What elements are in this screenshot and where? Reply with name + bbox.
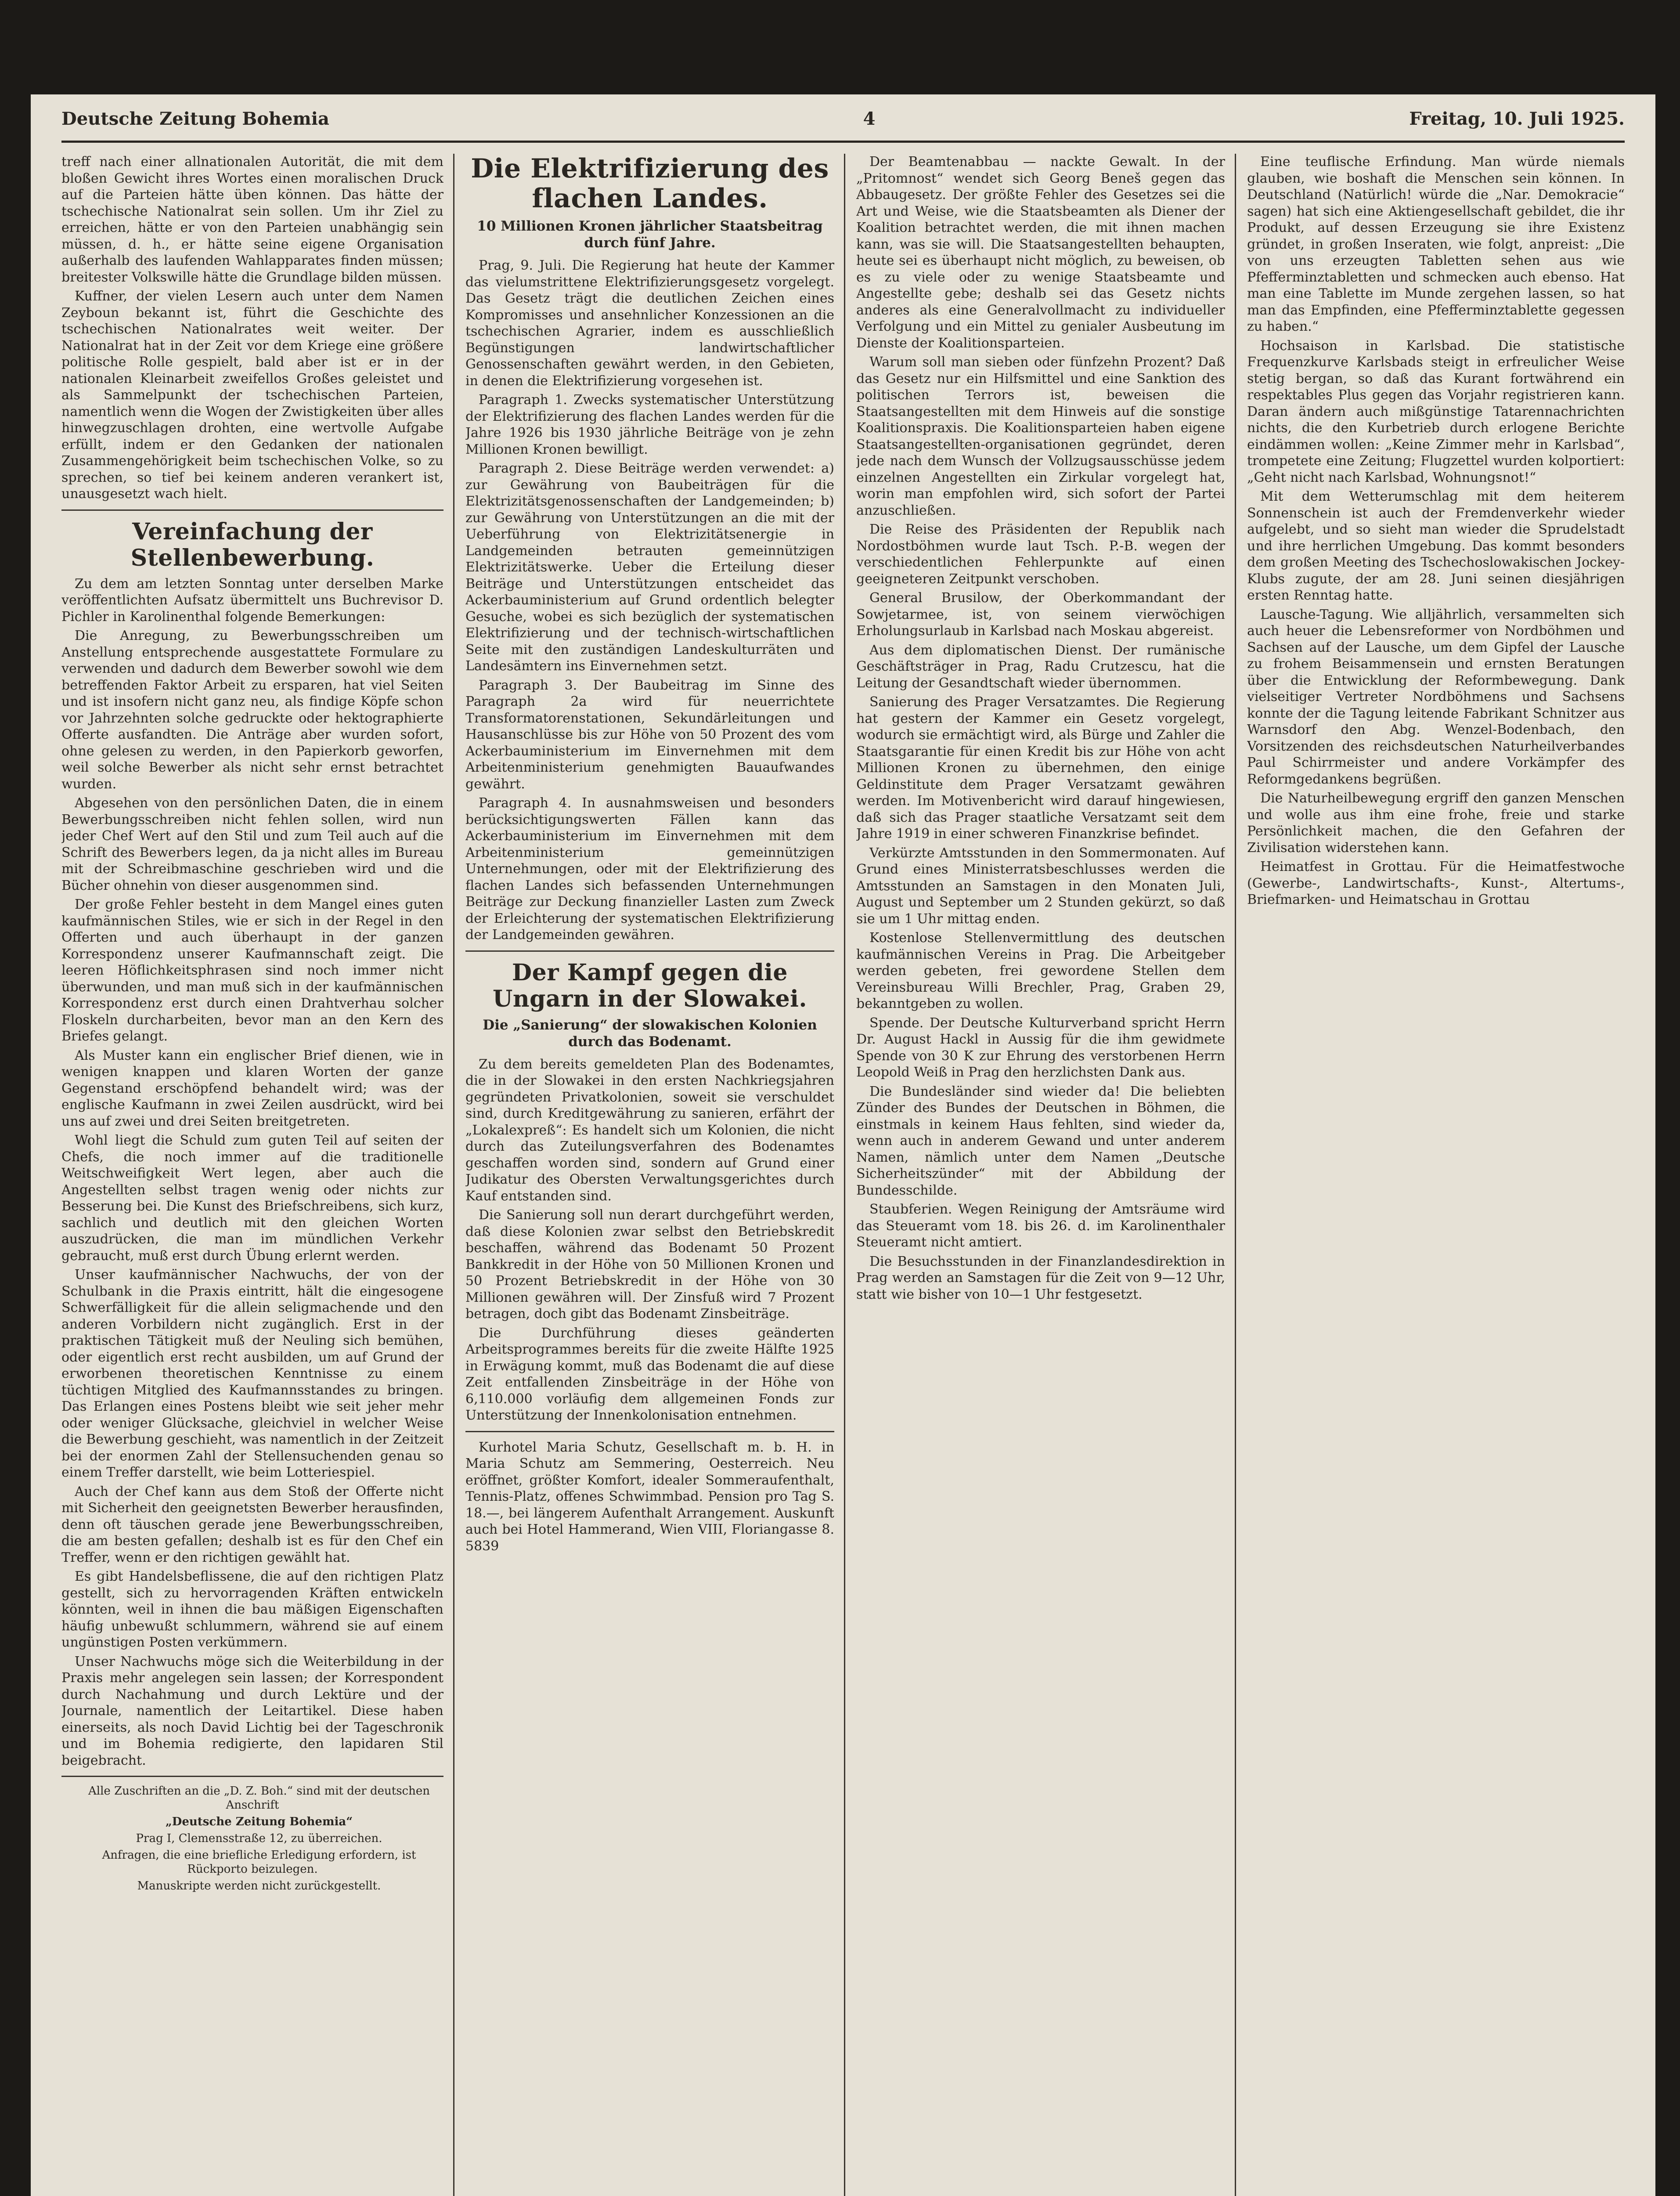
news-item: Die Besuchsstunden in der Finanzlandesdirektion in Prag werden an Samstagen für die Zeit von 9—12 Uhr, statt wie bisher von 10—1 Uhr festgesetzt. xyxy=(856,1253,1225,1302)
ad-separator xyxy=(465,1431,834,1432)
notice-line: „Deutsche Zeitung Bohemia“ xyxy=(165,1815,353,1828)
article-paragraph: Die Anregung, zu Bewerbungsschreiben um Anstellung entsprechende ausgestattete Formulare zu verwenden und dadurch dem Bewerber sowohl wie dem betreffenden Faktor Arbeit zu ersparen, hat viel Seiten und ist insofern nicht ganz neu, als findige Köpfe schon vor Jahrzehnten solche gedruckte oder hektographierte Offerte ausfandten. Die Anträge aber wurden sofort, ohne gelesen zu werden, in den Papierkorb geworfen, weil solche Bewerber als nicht sehr ernst betrachtet wurden. xyxy=(61,628,443,792)
news-item: Die Bundesländer sind wieder da! Die beliebten Zünder des Bundes der Deutschen in Böhmen, die einstmals in keinem Haus fehlten, sind wieder da, wenn auch in anderem Gewand und unter anderem Namen, nämlich unter dem Namen „Deutsche Sicherheitszünder“ mit der Abbildung der Bundesschilde. xyxy=(856,1084,1225,1198)
article-paragraph: Paragraph 4. In ausnahmsweisen und besonders berücksichtigungswerten Fällen kann das Ackerbauministerium im Einvernehmen mit dem Arbeitenministerium gemeinnützigen Unternehmungen, oder mit der Elektrifizierung des flachen Landes sich befassenden Unternehmungen Beiträge zur Deckung finanzieller Lasten zum Zweck der Erleichterung der systematischen Elektrifizierung der Landgemeinden gewähren. xyxy=(465,795,834,943)
article-heading: Vereinfachung der Stellenbewerbung. xyxy=(130,518,375,571)
article-subheading: 10 Millionen Kronen jährlicher Staatsbeitrag durch fünf Jahre. xyxy=(477,218,823,251)
running-header xyxy=(61,103,1625,134)
news-item: Aus dem diplomatischen Dienst. Der rumänische Geschäftsträger in Prag, Radu Crutzescu, hat die Leitung der Gesandtschaft wieder übernommen. xyxy=(856,642,1225,691)
column-3 xyxy=(856,154,1225,2196)
news-item: Der Beamtenabbau — nackte Gewalt. In der „Pritomnost“ wendet sich Georg Beneš gegen das Abbaugesetz. Der größte Fehler des Gesetzes sei die Art und Weise, wie die Staatsbeamten als Diener der Koalition betrachtet werden, die mit ihnen machen kann, was sie will. Die Staatsangestellten behaupten, heute sei es überhaupt nicht möglich, zu beweisen, ob es zu viele oder zu wenige Staatsbeamte und Angestellte gebe; deshalb sei das Gesetz nichts anderes als eine Generalvollmacht zu individueller Verfolgung und ein Mittel zu genialer Ausbeutung im Dienste der Koalitionsparteien. xyxy=(856,154,1225,351)
article-subheading: Die „Sanierung“ der slowakischen Kolonien durch das Bodenamt. xyxy=(483,1017,817,1050)
news-item: Sanierung des Prager Versatzamtes. Die Regierung hat gestern der Kammer ein Gesetz vorgelegt, wodurch sie ermächtigt wird, als Bürge und Zahler die Staatsgarantie für einen Kredit bis zur Höhe von acht Millionen Kronen zu übernehmen, den einige Geldinstitute dem Prager Versatzamt gewähren werden. Im Motivenbericht wird darauf hingewiesen, daß sich das Prager staatliche Versatzamt seit dem Jahre 1919 in einer schweren Finanzkrise befindet. xyxy=(856,694,1225,842)
article-paragraph: Zu dem bereits gemeldeten Plan des Bodenamtes, die in der Slowakei in den ersten Nachkriegsjahren gegründeten Privatkolonien, soweit sie verschuldet sind, durch Kreditgewährung zu sanieren, erfährt der „Lokalexpreß“: Es handelt sich um Kolonien, die nicht durch das Zuteilungsverfahren des Bodenamtes geschaffen worden sind, sondern auf Grund einer Judikatur des Obersten Verwaltungsgerichtes durch Kauf entstanden sind. xyxy=(465,1056,834,1204)
column-1 xyxy=(61,154,443,2196)
article-separator xyxy=(465,950,834,952)
news-item: Eine teuflische Erfindung. Man würde niemals glauben, wie boshaft die Menschen sein können. In Deutschland (Natürlich! würde die „Nar. Demokracie“ sagen) hat sich eine Aktiengesellschaft gebildet, die ihr Produkt, auf dessen Erzeugung sie ihre Existenz gründet, in großen Inseraten, wie folgt, anpreist: „Die von uns erzeugten Tabletten sehen aus wie Pfefferminztabletten und schmecken auch ebenso. Hat man eine Tablette im Munde zergehen lassen, so hat man das Empfinden, eine Pfefferminztablette gegessen zu haben.“ xyxy=(1247,154,1625,334)
news-item: Lausche-Tagung. Wie alljährlich, versammelten sich auch heuer die Lebensreformer von Nordböhmen und Sachsen auf der Lausche, um dem Gipfel der Lausche zu frohem Beisammensein und ernsten Beratungen über die Entwicklung der Reformbewegung. Dank vielseitiger Vertreter Nordböhmens und Sachsens konnte der die Tagung leitende Fabrikant Schnitzer aus Warnsdorf den Abg. Wenzel-Bodenbach, den Vorsitzenden des reichsdeutschen Naturheilverbandes Paul Schirrmeister und andere Vorkämpfer des Reformgedankens begrüßen. xyxy=(1247,607,1625,787)
news-item: Mit dem Wetterumschlag mit dem heiterem Sonnenschein ist auch der Fremdenverkehr wieder aufgelebt, und so sieht man wieder die Sprudelstadt und ihre herrlichen Umgebung. Das kommt besonders dem großen Meeting des Tschechoslowakischen Jockey-Klubs zugute, der am 28. Juni seinen diesjährigen ersten Renntag hatte. xyxy=(1247,489,1625,603)
news-item: Hochsaison in Karlsbad. Die statistische Frequenzkurve Karlsbads steigt in erfreulicher Weise stetig bergan, so daß das Kurant fortwährend ein respektables Plus gegen das Vorjahr registrieren kann. Daran ändern auch mißgünstige Tatarennachrichten nichts, die den Kurbetrieb durch erlogene Berichte eindämmen wollen: „Keine Zimmer mehr in Karlsbad“, trompetete eine Zeitung; Flugzettel wurden kolportiert: „Geht nicht nach Karlsbad, Wohnungsnot!“ xyxy=(1247,338,1625,485)
article-paragraph: Zu dem am letzten Sonntag unter derselben Marke veröffentlichten Aufsatz übermittelt uns Buchrevisor D. Pichler in Karolinenthal folgende Bemerkungen: xyxy=(61,576,443,625)
article-paragraph: Als Muster kann ein englischer Brief dienen, wie in wenigen knappen und klaren Worten der ganze Gegenstand erschöpfend behandelt wird; was der englische Kaufmann in zwei Zeilen ausdrückt, wird bei uns auf zwei und drei Seiten breitgetreten. xyxy=(61,1047,443,1129)
news-item: Spende. Der Deutsche Kulturverband spricht Herrn Dr. August Hackl in Aussig für die ihm gewidmete Spende von 30 K zur Ehrung des verstorbenen Herrn Leopold Weiß in Prag den herzlichsten Dank aus. xyxy=(856,1015,1225,1080)
article-paragraph: Wohl liegt die Schuld zum guten Teil auf seiten der Chefs, die noch immer auf die traditionelle Weitschweifigkeit Wert legen, aber auch die Angestellten selbst tragen wenig oder nichts zur Besserung bei. Die Kunst des Briefschreibens, sich kurz, sachlich und deutlich mit den gleichen Worten auszudrücken, die man im mündlichen Verkehr gebraucht, muß erst durch Übung erlernt werden. xyxy=(61,1133,443,1264)
article-paragraph: Abgesehen von den persönlichen Daten, die in einem Bewerbungsschreiben nicht fehlen sollen, wird nun jeder Chef Wert auf den Stil und zum Teil auch auf die Schrift des Bewerbers legen, da ja nicht alles im Bureau mit der Schreibmaschine geschrieben wird und die Bücher ohnehin von dieser ausgenommen sind. xyxy=(61,795,443,893)
article-paragraph: Unser kaufmännischer Nachwuchs, der von der Schulbank in die Praxis eintritt, hält die eingesogene Schwerfälligkeit für die allein seligmachende und den anderen Vorbildern nicht zugänglich. Erst in der praktischen Tätigkeit muß der Neuling sich bemühen, oder eigentlich erst recht ausbilden, um auf Grund der erworbenen theoretischen Kenntnisse zu einem tüchtigen Mitglied des Kaufmannsstandes zu bringen. Das Erlangen eines Postens bleibt wie seit jeher mehr oder weniger Glücksache, gleichviel in welcher Weise die Bewerbung geschieht, was namentlich in der Zeitzeit bei der enormen Zahl der Stellensuchenden genau so einem Treffer darstellt, wie beim Lotteriespiel. xyxy=(61,1267,443,1480)
article-paragraph: Es gibt Handelsbeflissene, die auf den richtigen Platz gestellt, sich zu hervorragenden Kräften entwickeln könnten, weil in ihnen die bau mäßigen Eigenschaften häufig unbewußt schlummern, während sie auf einem ungünstigen Posten verkümmern. xyxy=(61,1569,443,1650)
paper-name: Deutsche Zeitung Bohemia xyxy=(61,108,329,129)
newspaper-page xyxy=(31,94,1655,2196)
news-item: Warum soll man sieben oder fünfzehn Prozent? Daß das Gesetz nur ein Hilfsmittel und eine Sanktion des politischen Terrors ist, beweisen die Staatsangestellten mit dem Hinweis auf die sonstige Koalitionspraxis. Die Koalitionsparteien haben eigene Staatsangestellten-organisationen gegründet, deren jede nach dem Wunsch der Vollzugsausschüsse jedem einzelnen Angestellten ein Zirkular vorgelegt hat, worin man empfohlen wird, sich sofort der Partei anzuschließen. xyxy=(856,354,1225,518)
notice-line: Alle Zuschriften an die „D. Z. Boh.“ sind mit der deutschen Anschrift xyxy=(88,1784,430,1812)
column-rule xyxy=(453,154,454,2196)
article-paragraph: Paragraph 3. Der Baubeitrag im Sinne des Paragraph 2a wird für neuerrichtete Transformatorenstationen, Sekundärleitungen und Hausanschlüsse bis zur Höhe von 50 Prozent des vom Ackerbauministerium im Einvernehmen mit dem Arbeitenministerium genehmigten Bauaufwandes gewährt. xyxy=(465,677,834,792)
article-paragraph: Unser Nachwuchs möge sich die Weiterbildung in der Praxis mehr angelegen sein lassen; der Korrespondent durch Nachahmung und durch Lektüre und der Journale, namentlich der Leitartikel. Diese haben einerseits, als noch David Lichtig bei der Tageschronik und im Bohemia redigierte, den lapidaren Stil beigebracht. xyxy=(61,1654,443,1768)
notice-line: Manuskripte werden nicht zurückgestellt. xyxy=(137,1879,381,1893)
news-item: General Brusilow, der Oberkommandant der Sowjetarmee, ist, von seinem vierwöchigen Erholungsurlaub in Karlsbad nach Moskau abgereist. xyxy=(856,590,1225,639)
article-paragraph: Paragraph 1. Zwecks systematischer Unterstützung der Elektrifizierung des flachen Landes werden für die Jahre 1926 bis 1930 jährliche Beiträge von je zehn Millionen Kronen bewilligt. xyxy=(465,392,834,457)
article-paragraph: Die Sanierung soll nun derart durchgeführt werden, daß diese Kolonien zwar selbst den Betriebskredit beschaffen, während das Bodenamt 50 Prozent Bankkredit in der Höhe von 50 Millionen Kronen und 50 Prozent Betriebskredit in der Höhe von 30 Millionen gewähren will. Der Zinsfuß wird 7 Prozent betragen, doch gibt das Bodenamt Zinsbeiträge. xyxy=(465,1207,834,1322)
article-heading: Der Kampf gegen die Ungarn in der Slowakei. xyxy=(492,959,808,1012)
article-paragraph: Prag, 9. Juli. Die Regierung hat heute der Kammer das vielumstrittene Elektrifizierungsgesetz vorgelegt. Das Gesetz trägt die deutlichen Zeichen eines Kompromisses und ansehnlicher Konzessionen an die tschechischen Agrarier, indem es ausschließlich Begünstigungen landwirtschaftlicher Genossenschaften gewährt werden, in den Gebieten, in denen die Elektrifizierung vorgesehen ist. xyxy=(465,258,834,389)
news-item: Staubferien. Wegen Reinigung der Amtsräume wird das Steueramt vom 18. bis 26. d. im Karolinenthaler Steueramt nicht amtiert. xyxy=(856,1202,1225,1250)
column-rule xyxy=(1235,154,1236,2196)
article-paragraph: treff nach einer allnationalen Autorität, die mit dem bloßen Gewicht ihres Wortes einen moralischen Druck auf die Parteien hätte üben können. Das hätte der tschechische Nationalrat sein sollen. Um ihr Ziel zu erreichen, hätte er von den Parteien unabhängig sein müssen, d. h., er hätte seine eigene Organisation außerhalb des laufenden Wahlapparates finden müssen; breitester Volkswille hätte die Grundlage bilden müssen. xyxy=(61,154,443,285)
notice-separator xyxy=(61,1776,443,1777)
news-item: Die Reise des Präsidenten der Republik nach Nordostböhmen wurde laut Tsch. P.-B. wegen der verschiedentlichen Fehlerpunkte auf einen geeigneteren Zeitpunkt verschoben. xyxy=(856,522,1225,587)
header-rule xyxy=(61,141,1625,143)
editorial-notice xyxy=(61,1784,443,1893)
article-paragraph: Der große Fehler besteht in dem Mangel eines guten kaufmännischen Stiles, wie er sich in der Regel in den Offerten und auch überhaupt in der ganzen Korrespondenz unserer Kaufmannschaft zeigt. Die leeren Höflichkeitsphrasen sind noch immer nicht überwunden, und man muß sich in der kaufmännischen Korrespondenz erst durch einen Drahtverhau solcher Floskeln durcharbeiten, bevor man an den Kern des Briefes gelangt. xyxy=(61,897,443,1044)
date-line: Freitag, 10. Juli 1925. xyxy=(1409,108,1625,129)
column-2 xyxy=(465,154,834,2196)
article-heading: Die Elektrifizierung des flachen Landes. xyxy=(471,154,829,214)
news-item: Verkürzte Amtsstunden in den Sommermonaten. Auf Grund eines Ministerratsbeschlusses werden die Amtsstunden an Samstagen in den Monaten Juli, August und September um 2 Stunden gekürzt, so daß sie um 1 Uhr mittag enden. xyxy=(856,845,1225,927)
article-paragraph: Auch der Chef kann aus dem Stoß der Offerte nicht mit Sicherheit den geeignetsten Bewerber herausfinden, denn oft täuschen gerade jene Bewerbungsschreiben, die am besten gefallen; deshalb ist es für den Chef ein Treffer, wenn er den richtigen gewählt hat. xyxy=(61,1484,443,1565)
article-separator xyxy=(61,509,443,511)
article-paragraph: Paragraph 2. Diese Beiträge werden verwendet: a) zur Gewährung von Baubeiträgen für die Elektrizitätsgenossenschaften der Landgemeinden; b) zur Gewährung von Unterstützungen an die mit der Ueberführung von Elektrizitätsenergie in Landgemeinden betrauten gemeinnützigen Elektrizitätswerke. Ueber die Erteilung dieser Beiträge und Unterstützungen entscheidet das Ackerbauministerium auf Grund ordentlich belegter Gesuche, wobei es sich bezüglich der systematischen Elektrifizierung und der technisch-wirtschaftlichen Seite mit den zuständigen Landeskulturräten und Landesämtern ins Einvernehmen setzt. xyxy=(465,461,834,674)
column-rule xyxy=(844,154,845,2196)
notice-line: Prag I, Clemensstraße 12, zu überreichen. xyxy=(136,1832,382,1845)
advertisement: Kurhotel Maria Schutz, Gesellschaft m. b. H. in Maria Schutz am Semmering, Oesterreich. Neu eröffnet, größter Komfort, idealer Sommeraufenthalt, Tennis-Platz, offenes Schwimmbad. Pension pro Tag S. 18.—, bei längerem Aufenthalt Arrangement. Auskunft auch bei Hotel Hammerand, Wien VIII, Floriangasse 8. 5839 xyxy=(465,1439,834,1554)
notice-line: Anfragen, die eine briefliche Erledigung erfordern, ist Rückporto beizulegen. xyxy=(102,1849,416,1876)
news-item: Die Naturheilbewegung ergriff den ganzen Menschen und wolle aus ihm eine frohe, freie und starke Persönlichkeit machen, die den Gefahren der Zivilisation widerstehen kann. xyxy=(1247,791,1625,856)
column-4 xyxy=(1247,154,1625,2196)
news-item: Kostenlose Stellenvermittlung des deutschen kaufmännischen Vereins in Prag. Die Arbeitgeber werden gebeten, frei gewordene Stellen dem Vereinsbureau Willi Brechler, Prag, Graben 29, bekanntgeben zu wollen. xyxy=(856,930,1225,1011)
news-item: Heimatfest in Grottau. Für die Heimatfestwoche (Gewerbe-, Landwirtschafts-, Kunst-, Altertums-, Briefmarken- und Heimatschau in Grottau xyxy=(1247,859,1625,907)
page-number: 4 xyxy=(863,108,876,129)
article-paragraph: Die Durchführung dieses geänderten Arbeitsprogrammes bereits für die zweite Hälfte 1925 in Erwägung kommt, muß das Bodenamt die auf diese Zeit entfallenden Zinsbeiträge in der Höhe von 6,110.000 vorläufig dem allgemeinen Fonds zur Unterstützung der Innenkolonisation entnehmen. xyxy=(465,1325,834,1423)
article-paragraph: Kuffner, der vielen Lesern auch unter dem Namen Zeyboun bekannt ist, führt die Geschichte des tschechischen Nationalrates weit weiter. Der Nationalrat hat in der Zeit vor dem Kriege eine größere politische Rolle gespielt, bald aber ist er in der nationalen Kleinarbeit zweifellos Großes geleistet und als Sammelpunkt der tschechischen Parteien, namentlich wenn die Wogen der Zwistigkeiten über alles hinwegzuschlagen drohten, eine wertvolle Aufgabe erfüllt, indem er den Gedanken der nationalen Zusammengehörigkeit beim tschechischen Volke, so zu sprechen, so tief bei keinem anderen verankert ist, unausgesetzt wach hielt. xyxy=(61,289,443,502)
